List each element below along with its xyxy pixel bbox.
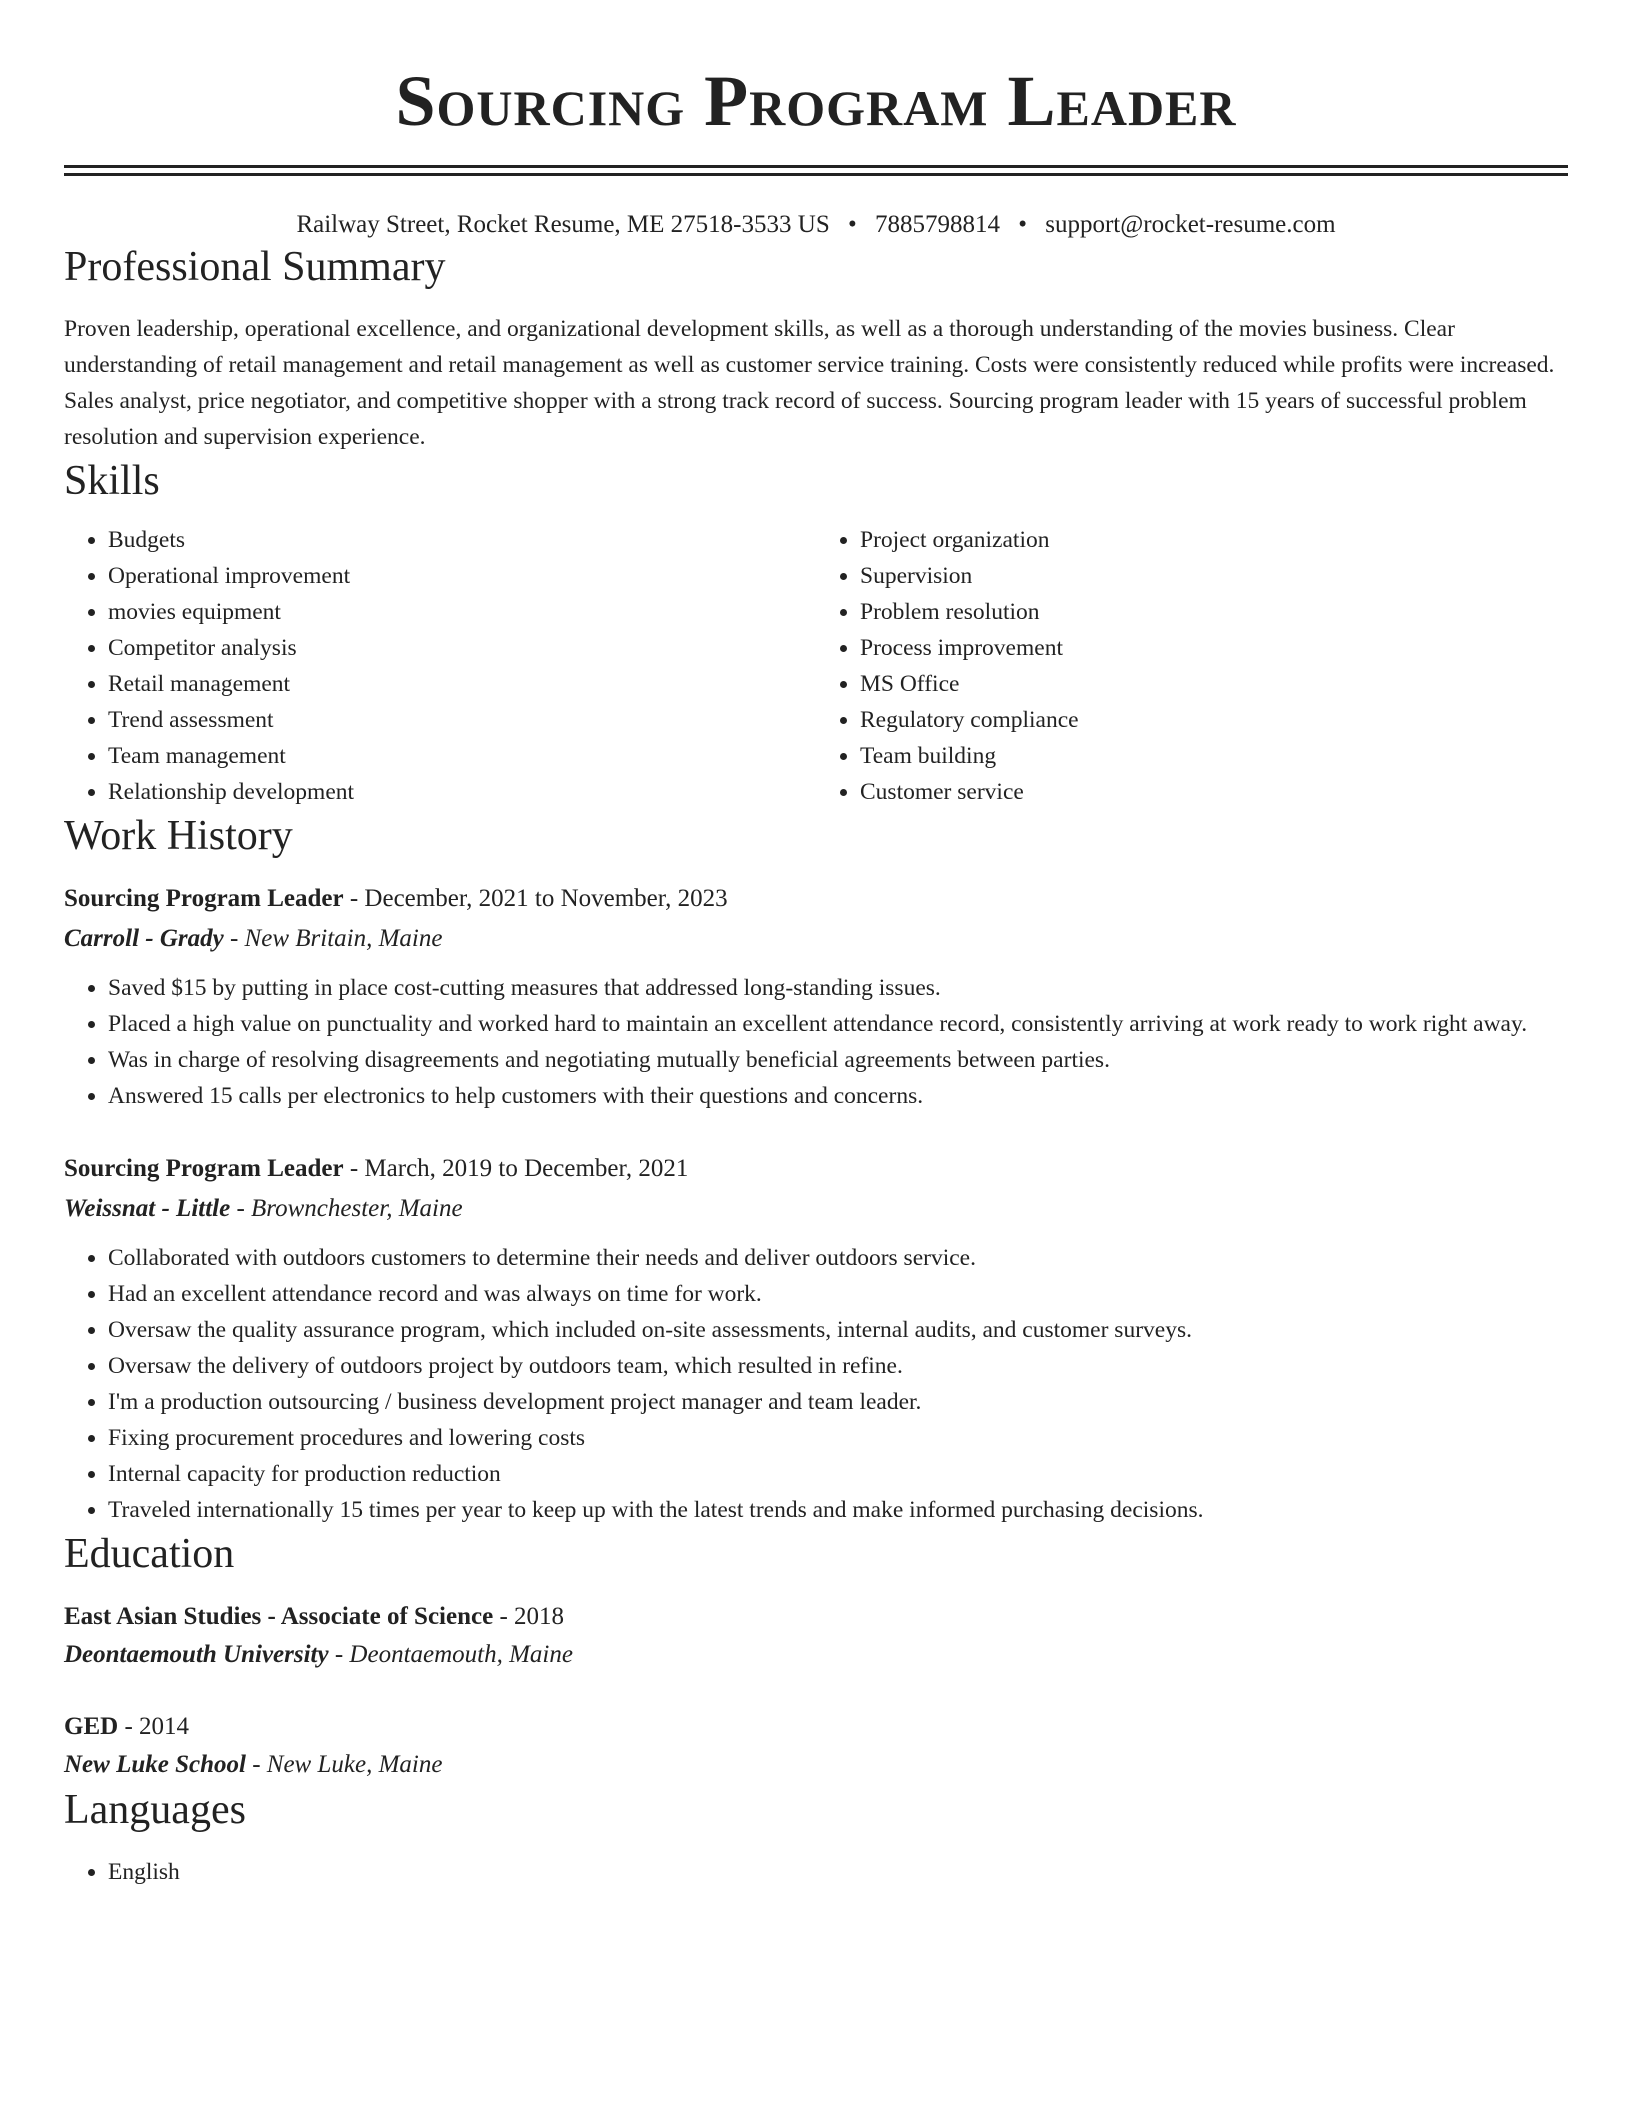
skill-item: • Supervision bbox=[860, 558, 1568, 594]
education-heading: Education bbox=[64, 1531, 235, 1577]
job-bullets bbox=[64, 970, 1568, 1114]
education-location: - New Luke, Maine bbox=[245, 1751, 443, 1778]
job-company: Weissnat - Little bbox=[64, 1195, 231, 1222]
job-entry bbox=[64, 1150, 1568, 1528]
contact-separator: • bbox=[1018, 211, 1027, 238]
skill-item: • movies equipment bbox=[108, 594, 816, 630]
job-bullet: • Internal capacity for production reduction bbox=[108, 1456, 1568, 1492]
skills-heading: Skills bbox=[64, 458, 160, 504]
skill-item: • Process improvement bbox=[860, 630, 1568, 666]
job-bullet: • Was in charge of resolving disagreements and negotiating mutually beneficial agreements between parties. bbox=[108, 1042, 1568, 1078]
job-dates: - December, 2021 to November, 2023 bbox=[343, 885, 728, 912]
contact-address: Railway Street, Rocket Resume, ME 27518-3533 US bbox=[296, 211, 830, 238]
skill-item: • MS Office bbox=[860, 666, 1568, 702]
job-bullet: • Placed a high value on punctuality and worked hard to maintain an excellent attendance record, consistently arriving at work ready to work right away. bbox=[108, 1006, 1568, 1042]
job-title: Sourcing Program Leader bbox=[64, 1155, 344, 1182]
education-entry bbox=[64, 1598, 1568, 1674]
skills-list bbox=[64, 522, 1568, 810]
job-bullet: • Oversaw the delivery of outdoors project by outdoors team, which resulted in refine. bbox=[108, 1348, 1568, 1384]
education-year: - 2018 bbox=[493, 1603, 565, 1630]
job-bullet: • Saved $15 by putting in place cost-cutting measures that addressed long-standing issues. bbox=[108, 970, 1568, 1006]
languages-list bbox=[64, 1854, 1568, 1890]
education-school-line bbox=[64, 1746, 1568, 1784]
contact-phone: 7885798814 bbox=[874, 211, 1000, 238]
skill-item: • Team management bbox=[108, 738, 816, 774]
summary-text: Proven leadership, operational excellence, and organizational development skills, as well as a thorough understanding of the movies business. Clear understanding of retail management and retail management as well as customer service training. Costs were consistently reduced while profits were increased. Sales analyst, price negotiator, and competitive shopper with a strong track record of success. Sourcing program leader with 15 years of successful problem resolution and supervision experience. bbox=[64, 316, 1555, 450]
job-title: Sourcing Program Leader bbox=[64, 885, 344, 912]
job-company-line bbox=[64, 1190, 1568, 1228]
title-divider bbox=[64, 165, 1568, 176]
skill-item: • Operational improvement bbox=[108, 558, 816, 594]
job-company: Carroll - Grady bbox=[64, 925, 224, 952]
skill-item: • Project organization bbox=[860, 522, 1568, 558]
skill-item: • Trend assessment bbox=[108, 702, 816, 738]
job-bullet: • I'm a production outsourcing / business development project manager and team leader. bbox=[108, 1384, 1568, 1420]
skill-item: • Budgets bbox=[108, 522, 816, 558]
work-history-heading: Work History bbox=[64, 813, 293, 859]
job-bullet: • Traveled internationally 15 times per year to keep up with the latest trends and make informed purchasing decisions. bbox=[108, 1492, 1568, 1528]
languages-heading: Languages bbox=[64, 1787, 246, 1833]
language-item: • English bbox=[108, 1854, 1568, 1890]
job-entry bbox=[64, 880, 1568, 1114]
education-school: Deontaemouth University bbox=[64, 1641, 329, 1668]
education-degree-line bbox=[64, 1708, 1568, 1746]
education-degree: GED bbox=[64, 1713, 119, 1740]
contact-line bbox=[64, 209, 1568, 241]
education-degree: East Asian Studies - Associate of Science bbox=[64, 1603, 494, 1630]
education-degree-line bbox=[64, 1598, 1568, 1636]
skill-item: • Team building bbox=[860, 738, 1568, 774]
education-school-line bbox=[64, 1636, 1568, 1674]
skill-item: • Customer service bbox=[860, 774, 1568, 810]
job-dates: - March, 2019 to December, 2021 bbox=[343, 1155, 689, 1182]
job-bullet: • Fixing procurement procedures and lowering costs bbox=[108, 1420, 1568, 1456]
job-location: - New Britain, Maine bbox=[223, 925, 443, 952]
education-entry bbox=[64, 1708, 1568, 1784]
job-title-line bbox=[64, 880, 1568, 918]
skills-column-right bbox=[816, 522, 1568, 810]
job-bullet: • Had an excellent attendance record and was always on time for work. bbox=[108, 1276, 1568, 1312]
resume-title: Sourcing Program Leader bbox=[395, 61, 1237, 141]
education-school: New Luke School bbox=[64, 1751, 246, 1778]
skill-item: • Regulatory compliance bbox=[860, 702, 1568, 738]
skills-column-left bbox=[64, 522, 816, 810]
skill-item: • Competitor analysis bbox=[108, 630, 816, 666]
skill-item: • Retail management bbox=[108, 666, 816, 702]
contact-separator: • bbox=[847, 211, 857, 238]
job-title-line bbox=[64, 1150, 1568, 1188]
summary-heading: Professional Summary bbox=[64, 244, 446, 290]
job-bullet: • Oversaw the quality assurance program, which included on-site assessments, internal audits, and customer surveys. bbox=[108, 1312, 1568, 1348]
contact-email: support@rocket-resume.com bbox=[1045, 211, 1336, 238]
education-year: - 2014 bbox=[118, 1713, 190, 1740]
job-company-line bbox=[64, 920, 1568, 958]
education-location: - Deontaemouth, Maine bbox=[328, 1641, 573, 1668]
job-bullet: • Answered 15 calls per electronics to help customers with their questions and concerns. bbox=[108, 1078, 1568, 1114]
skill-item: • Problem resolution bbox=[860, 594, 1568, 630]
job-location: - Brownchester, Maine bbox=[230, 1195, 463, 1222]
skill-item: • Relationship development bbox=[108, 774, 816, 810]
job-bullet: • Collaborated with outdoors customers to determine their needs and deliver outdoors service. bbox=[108, 1240, 1568, 1276]
job-bullets bbox=[64, 1240, 1568, 1528]
